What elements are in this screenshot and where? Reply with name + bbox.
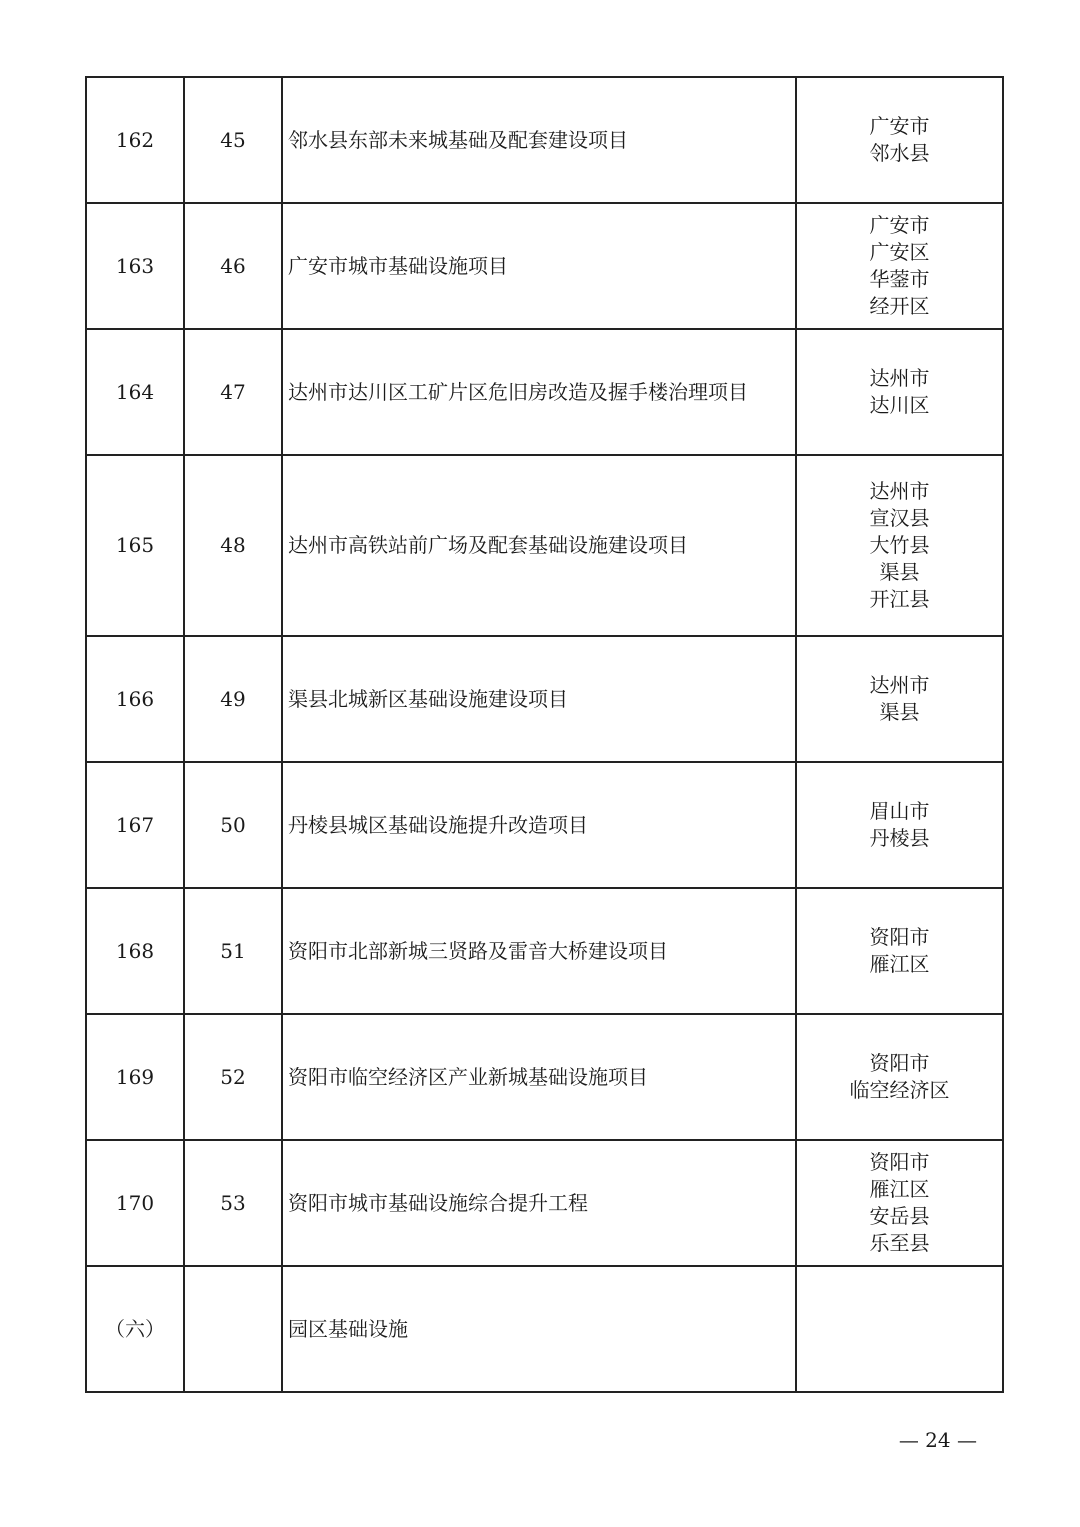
location-list (797, 478, 1002, 613)
location-name: 雁江区 (869, 952, 930, 976)
table-row (86, 329, 1003, 455)
location-name: 开江县 (869, 587, 930, 611)
table-row (86, 1014, 1003, 1140)
project-name-cell: 邻水县东部未来城基础及配套建设项目 (282, 77, 796, 203)
sub-number-cell: 47 (184, 329, 282, 455)
location-name: 达州市 (869, 366, 930, 390)
location-name: 临空经济区 (849, 1078, 950, 1102)
serial-number-cell: 166 (86, 636, 184, 762)
location-name: 乐至县 (869, 1231, 930, 1255)
location-list (797, 1149, 1002, 1257)
location-name: 渠县 (879, 560, 920, 584)
location-cell (796, 329, 1003, 455)
location-name: 经开区 (869, 294, 930, 318)
location-list (797, 113, 1002, 167)
location-cell (796, 77, 1003, 203)
table-row (86, 1266, 1003, 1392)
sub-number-cell: 49 (184, 636, 282, 762)
serial-number-cell: 167 (86, 762, 184, 888)
project-name-cell: 资阳市北部新城三贤路及雷音大桥建设项目 (282, 888, 796, 1014)
location-list (797, 1050, 1002, 1104)
location-name: 眉山市 (869, 799, 930, 823)
location-list (797, 924, 1002, 978)
location-name: 资阳市 (869, 925, 930, 949)
serial-number-cell: 170 (86, 1140, 184, 1266)
location-list (797, 672, 1002, 726)
location-name: 邻水县 (869, 141, 930, 165)
project-name-cell: 资阳市城市基础设施综合提升工程 (282, 1140, 796, 1266)
location-name: 渠县 (879, 700, 920, 724)
location-name: 资阳市 (869, 1051, 930, 1075)
location-cell (796, 455, 1003, 636)
table-row (86, 762, 1003, 888)
location-name: 华蓥市 (869, 267, 930, 291)
location-cell (796, 888, 1003, 1014)
location-name: 达川区 (869, 393, 930, 417)
project-name-cell: 达州市达川区工矿片区危旧房改造及握手楼治理项目 (282, 329, 796, 455)
location-cell (796, 762, 1003, 888)
location-name: 宣汉县 (869, 506, 930, 530)
sub-number-cell: 51 (184, 888, 282, 1014)
location-cell (796, 636, 1003, 762)
sub-number-cell: 45 (184, 77, 282, 203)
project-name-cell: 资阳市临空经济区产业新城基础设施项目 (282, 1014, 796, 1140)
location-name: 丹棱县 (869, 826, 930, 850)
location-cell (796, 203, 1003, 329)
location-list (797, 365, 1002, 419)
serial-number-cell: 163 (86, 203, 184, 329)
project-name-cell: 渠县北城新区基础设施建设项目 (282, 636, 796, 762)
serial-number-cell: 168 (86, 888, 184, 1014)
project-name-cell: 达州市高铁站前广场及配套基础设施建设项目 (282, 455, 796, 636)
serial-number-cell: （六） (86, 1266, 184, 1392)
location-cell (796, 1266, 1003, 1392)
location-name: 雁江区 (869, 1177, 930, 1201)
table-body (86, 77, 1003, 1392)
table-row (86, 77, 1003, 203)
serial-number-cell: 162 (86, 77, 184, 203)
location-name: 大竹县 (869, 533, 930, 557)
sub-number-cell: 52 (184, 1014, 282, 1140)
location-name: 达州市 (869, 673, 930, 697)
location-name: 广安区 (869, 240, 930, 264)
location-list (797, 212, 1002, 320)
serial-number-cell: 164 (86, 329, 184, 455)
table-row (86, 203, 1003, 329)
location-cell (796, 1140, 1003, 1266)
sub-number-cell: 46 (184, 203, 282, 329)
location-cell (796, 1014, 1003, 1140)
project-table (85, 76, 1004, 1393)
location-name: 达州市 (869, 479, 930, 503)
location-name: 广安市 (869, 213, 930, 237)
location-name: 广安市 (869, 114, 930, 138)
sub-number-cell: 53 (184, 1140, 282, 1266)
serial-number-cell: 169 (86, 1014, 184, 1140)
page-number: — 24 — (898, 1428, 977, 1452)
sub-number-cell (184, 1266, 282, 1392)
table-row (86, 636, 1003, 762)
serial-number-cell: 165 (86, 455, 184, 636)
sub-number-cell: 48 (184, 455, 282, 636)
table-row (86, 1140, 1003, 1266)
sub-number-cell: 50 (184, 762, 282, 888)
project-name-cell: 丹棱县城区基础设施提升改造项目 (282, 762, 796, 888)
location-name: 安岳县 (869, 1204, 930, 1228)
table-row (86, 888, 1003, 1014)
project-name-cell: 园区基础设施 (282, 1266, 796, 1392)
location-list (797, 798, 1002, 852)
table-row (86, 455, 1003, 636)
location-name: 资阳市 (869, 1150, 930, 1174)
project-name-cell: 广安市城市基础设施项目 (282, 203, 796, 329)
